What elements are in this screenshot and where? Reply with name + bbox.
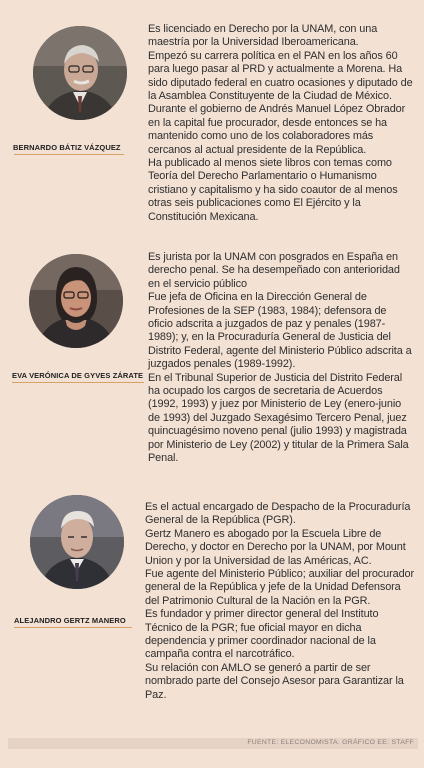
bio-paragraph: Fue agente del Ministerio Público; auxiliar del procurador general de la República y jefe de la Unidad Defensora del Patrimonio Cultural de la Nación en la PGR. (145, 568, 415, 607)
profile-bio (148, 23, 416, 224)
bio-paragraph: Es jurista por la UNAM con posgrados en España en derecho penal. Se ha desempeñado con anterioridad en el servicio público (148, 251, 400, 290)
portrait-de-gyves (29, 254, 123, 348)
portrait-batiz (33, 26, 127, 120)
bio-paragraph: Ha publicado al menos siete libros con temas como Teoría del Derecho Parlamentario o Humanismo cristiano y capitalismo y ha sido coautor de al menos otras seis publicaciones como El Ejército y la Constitución Mexicana. (148, 157, 398, 223)
profile-name: ALEJANDRO GERTZ MANERO (14, 616, 126, 625)
bio-paragraph: Es fundador y primer director general del Instituto Técnico de la PGR; fue oficial mayor en dicha dependencia y primer coordinador nacional de la campaña contra el narcotráfico. (145, 608, 379, 661)
bio-paragraph: Empezó su carrera política en el PAN en los años 60 para luego pasar al PRD y actualmente a Morena. Ha sido diputado federal en cuatro ocasiones y diputado de la Asamblea Constituyente de la Ciudad de México. Durante el gobierno de Andrés Manuel López Obrador en la capital fue procurador, desde entonces se ha mantenido como uno de los colaboradores más cercanos al actual presidente de la República. (148, 49, 413, 156)
bio-paragraph: En el Tribunal Superior de Justicia del Distrito Federal ha ocupado los cargos de secretaria de Acuerdos (1992, 1993) y juez por Ministerio de Ley (enero-junio de 1993) del Juzgado Sexagésimo Tercero Penal, juez quincuagésimo noveno penal (julio 1993) y magistrada por Ministerio de Ley (2002) y titular de la Primera Sala Penal. (148, 371, 409, 465)
bio-paragraph: Su relación con AMLO se generó a partir de ser nombrado parte del Consejo Asesor para Garantizar la Paz. (145, 661, 404, 701)
bio-paragraph: Gertz Manero es abogado por la Escuela Libre de Derecho, y doctor en Derecho por la UNAM, por Mount Union y por la Universidad de las Américas, AC. (145, 527, 406, 567)
source-credit: FUENTE: ELECONOMISTA. GRÁFICO EE: STAFF (247, 739, 414, 746)
name-underline (14, 627, 132, 628)
name-underline (14, 154, 124, 155)
profile-name: BERNARDO BÁTIZ VÁZQUEZ (13, 143, 121, 152)
name-underline (12, 382, 144, 383)
profile-bio (148, 251, 414, 466)
profile-bio (145, 501, 415, 702)
portrait-gertz (30, 495, 124, 589)
bio-paragraph: Es el actual encargado de Despacho de la Procuraduría General de la República (PGR). (145, 501, 411, 527)
profile-name: EVA VERÓNICA DE GYVES ZÁRATE (12, 371, 144, 380)
bio-paragraph: Fue jefa de Oficina en la Dirección General de Profesiones de la SEP (1983, 1984); defensora de oficio adscrita a juzgados de paz y penales (1987-1989); y, en la Procuraduría General de Justicia del Distrito Federal, agente del Ministerio Público adscrita a juzgados penales (1989-1992). (148, 291, 412, 371)
bio-paragraph: Es licenciado en Derecho por la UNAM, con una maestría por la Universidad Iberoamericana. (148, 23, 378, 49)
